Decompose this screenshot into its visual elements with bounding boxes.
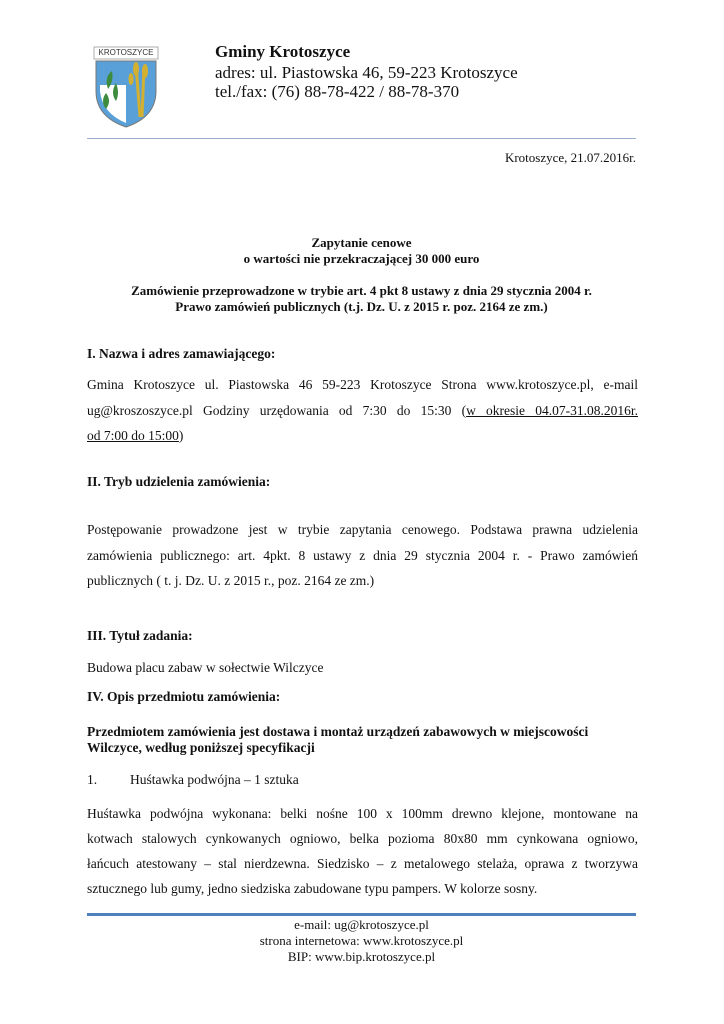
section-4-heading: IV. Opis przedmiotu zamówienia: [87, 689, 281, 704]
section-2-line-3: publicznych ( t. j. Dz. U. z 2015 r., poz. 2164 ze zm.) [87, 573, 375, 588]
section-4-desc-line-3: łańcuch atestowany – stal nierdzewna. Siedzisko – z metalowego stelaża, oprawa z tworzywa [87, 856, 638, 871]
section-4-desc-line-1: Huśtawka podwójna wykonana: belki nośne 100 x 100mm drewno klejone, montowane na [87, 806, 638, 821]
title-line-4: Prawo zamówień publicznych (t.j. Dz. U. z 2015 r. poz. 2164 ze zm.) [175, 299, 548, 314]
section-4-bold-line-2: Wilczyce, według poniższej specyfikacji [87, 740, 315, 755]
section-2-line-1: Postępowanie prowadzone jest w trybie zapytania cenowego. Podstawa prawna udzielenia [87, 522, 638, 537]
section-3-text: Budowa placu zabaw w sołectwie Wilczyce [87, 660, 324, 675]
list-item-text: Huśtawka podwójna – 1 sztuka [130, 772, 299, 787]
section-4-desc-line-4: sztucznego lub gumy, jedno siedziska zabudowane typu pampers. W kolorze sosny. [87, 881, 538, 896]
footer-website: strona internetowa: www.krotoszyce.pl [259, 933, 464, 948]
document-date: Krotoszyce, 21.07.2016r. [504, 150, 636, 165]
header-divider [87, 138, 636, 139]
municipality-crest [90, 43, 162, 131]
section-1-line-2 [87, 403, 638, 419]
section-2-line-2: zamówienia publicznego: art. 4pkt. 8 ustawy z dnia 29 stycznia 2004 r. - Prawo zamówień [87, 548, 638, 563]
header-address: adres: ul. Piastowska 46, 59-223 Krotoszyce [215, 63, 518, 82]
header-title: Gminy Krotoszyce [215, 42, 351, 61]
title-line-1: Zapytanie cenowe [311, 235, 412, 250]
footer-divider [87, 913, 636, 916]
section-1-line-1: Gmina Krotoszyce ul. Piastowska 46 59-223 Krotoszyce Strona www.krotoszyce.pl, e-mail [87, 377, 638, 392]
section-1-line-3 [87, 428, 638, 444]
section-1-hours-summer-2: od 7:00 do 15:00 [87, 428, 179, 443]
section-4-desc-line-2: kotwach stalowych cynkowanych ogniowo, belka pozioma 80x80 mm cynkowana ogniowo, [87, 831, 638, 846]
section-3-heading: III. Tytuł zadania: [87, 628, 193, 643]
section-1-line-2-text: ug@kroszoszyce.pl Godziny urzędowania od 7:30 do 15:30 ( [87, 403, 467, 418]
title-line-3: Zamówienie przeprowadzone w trybie art. 4 pkt 8 ustawy z dnia 29 stycznia 2004 r. [131, 283, 592, 298]
footer-bip: BIP: www.bip.krotoszyce.pl [287, 949, 436, 964]
section-4-bold-line-1: Przedmiotem zamówienia jest dostawa i montaż urządzeń zabawowych w miejscowości [87, 724, 589, 739]
footer-email: e-mail: ug@krotoszyce.pl [294, 917, 429, 932]
section-1-heading: I. Nazwa i adres zamawiającego: [87, 346, 276, 361]
section-1-line-3-end: ) [178, 428, 184, 443]
header-phone: tel./fax: (76) 88-78-422 / 88-78-370 [215, 82, 460, 101]
crest-label: KROTOSZYCE [98, 48, 154, 57]
list-item-number: 1. [87, 772, 98, 787]
title-line-2: o wartości nie przekraczającej 30 000 euro [243, 251, 480, 266]
section-1-hours-summer: w okresie 04.07-31.08.2016r. [466, 403, 638, 418]
section-2-heading: II. Tryb udzielenia zamówienia: [87, 474, 271, 489]
